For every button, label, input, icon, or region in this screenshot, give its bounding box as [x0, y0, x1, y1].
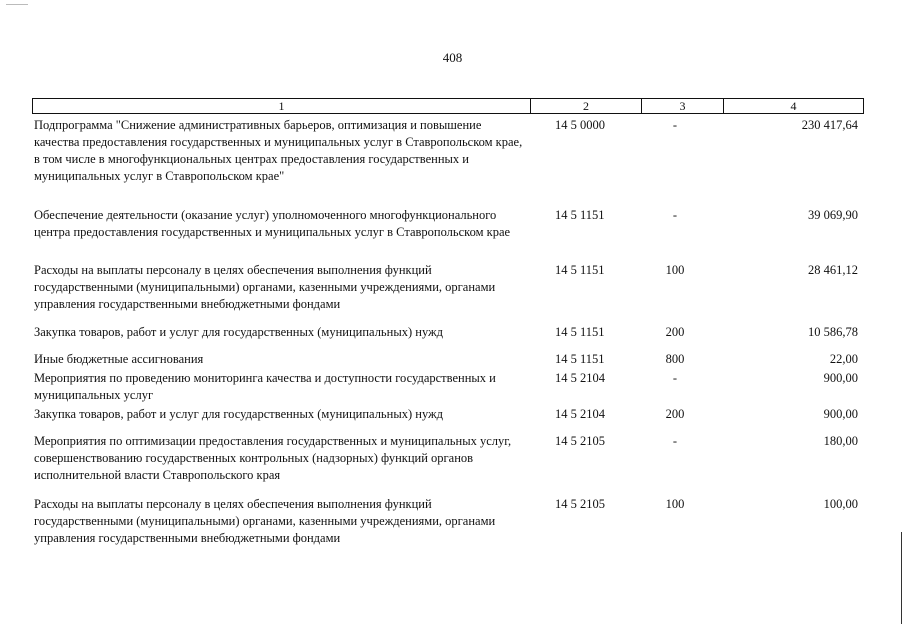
row-code: 14 5 1151 [555, 263, 605, 277]
row-code: 14 5 1151 [555, 352, 605, 366]
row-description: Мероприятия по оптимизации предоставления государственных и муниципальных услуг, совершенствованию государственных контрольных (надзорных) функций органов исполнительной власти Ставропольского края [34, 434, 512, 482]
row-expense-type: 200 [665, 325, 685, 339]
row-expense-type: - [672, 208, 678, 222]
row-description: Закупка товаров, работ и услуг для государственных (муниципальных) нужд [34, 407, 444, 421]
scan-edge-line [901, 532, 902, 624]
row-expense-type: 100 [665, 497, 685, 511]
row-description: Мероприятия по проведению мониторинга качества и доступности государственных и муниципальных услуг [34, 371, 496, 402]
row-description: Расходы на выплаты персоналу в целях обеспечения выполнения функций государственными (муниципальными) органами, казенными учреждениями, органами управления государственными внебюджетными фондами [34, 263, 496, 311]
row-description: Расходы на выплаты персоналу в целях обеспечения выполнения функций государственными (муниципальными) органами, казенными учреждениями, органами управления государственными внебюджетными фондами [34, 497, 496, 545]
header-col-4: 4 [723, 99, 863, 113]
row-code: 14 5 2104 [555, 407, 605, 421]
row-amount: 230 417,64 [801, 118, 858, 132]
row-expense-type: - [672, 434, 678, 448]
header-col-2: 2 [530, 99, 641, 113]
header-col-3: 3 [641, 99, 723, 113]
scan-corner-mark [6, 4, 28, 5]
row-expense-type: - [672, 371, 678, 385]
row-amount: 39 069,90 [808, 208, 858, 222]
row-code: 14 5 1151 [555, 325, 605, 339]
header-col-1: 1 [278, 99, 285, 113]
row-description: Закупка товаров, работ и услуг для государственных (муниципальных) нужд [34, 325, 444, 339]
row-code: 14 5 0000 [555, 118, 605, 132]
row-code: 14 5 2104 [555, 371, 605, 385]
row-description: Обеспечение деятельности (оказание услуг) уполномоченного многофункционального центра предоставления государственных и муниципальных услуг в Ставропольском крае [34, 208, 511, 239]
row-amount: 28 461,12 [808, 263, 858, 277]
page-number: 408 [442, 50, 463, 65]
row-amount: 180,00 [823, 434, 858, 448]
row-code: 14 5 2105 [555, 434, 605, 448]
row-amount: 22,00 [829, 352, 858, 366]
row-code: 14 5 2105 [555, 497, 605, 511]
row-amount: 900,00 [823, 371, 858, 385]
table-header [32, 98, 864, 114]
row-description: Подпрограмма "Снижение административных барьеров, оптимизация и повышение качества предоставления государственных и муниципальных услуг в Ставропольском крае, в том числе в многофункциональных центрах предоставления государственных и муниципальных услуг в Ставропольском крае" [34, 118, 523, 183]
row-code: 14 5 1151 [555, 208, 605, 222]
row-amount: 900,00 [823, 407, 858, 421]
row-description: Иные бюджетные ассигнования [34, 352, 204, 366]
row-amount: 100,00 [823, 497, 858, 511]
row-expense-type: 100 [665, 263, 685, 277]
row-expense-type: 800 [665, 352, 685, 366]
row-amount: 10 586,78 [808, 325, 858, 339]
row-expense-type: - [672, 118, 678, 132]
row-expense-type: 200 [665, 407, 685, 421]
